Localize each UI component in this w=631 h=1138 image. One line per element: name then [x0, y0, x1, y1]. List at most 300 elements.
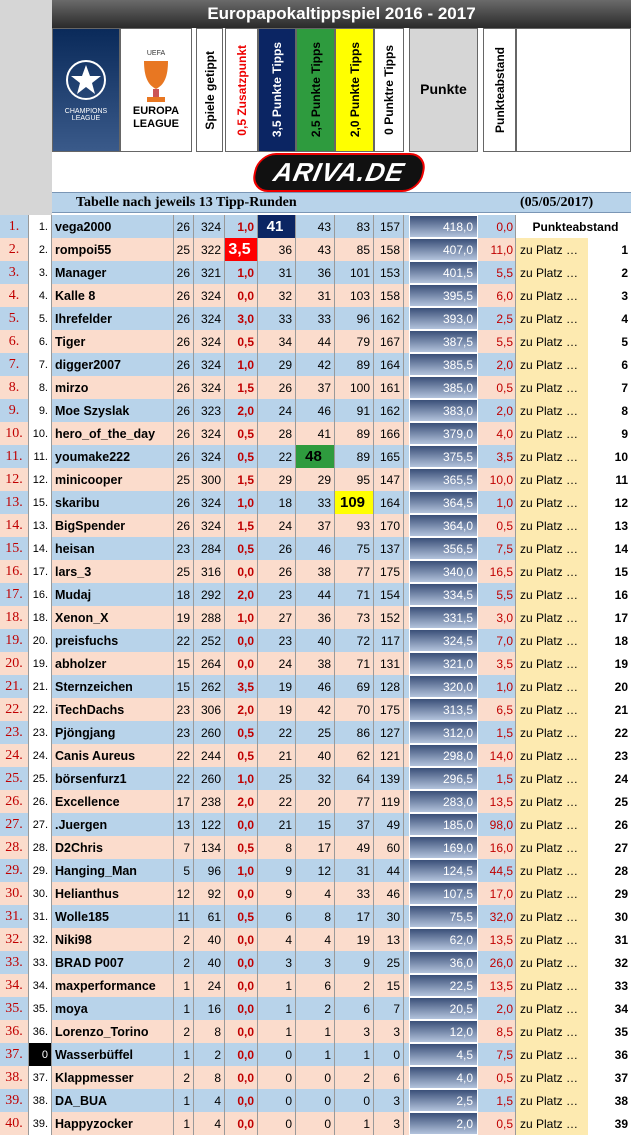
stat-cell: 43	[296, 215, 335, 238]
player-name: Canis Aureus	[52, 744, 174, 767]
points-diff-cell: 13,5	[483, 790, 516, 813]
stat-cell: 26	[174, 514, 194, 537]
player-name: Manager	[52, 261, 174, 284]
player-name: vega2000	[52, 215, 174, 238]
target-place-cell: 5	[588, 330, 631, 353]
points-cell: 312,0	[409, 721, 478, 744]
target-place-cell: 16	[588, 583, 631, 606]
target-place-cell: 39	[588, 1112, 631, 1135]
uefa-text: UEFA	[146, 50, 166, 58]
points-cell: 387,5	[409, 330, 478, 353]
target-place-cell: 6	[588, 353, 631, 376]
stat-cell: 73	[335, 606, 374, 629]
subheader-date: (05/05/2017)	[520, 195, 594, 210]
stat-cell: 32	[258, 284, 296, 307]
points-diff-cell: 11,0	[483, 238, 516, 261]
points-cell: 4,5	[409, 1043, 478, 1066]
stat-cell: 128	[374, 675, 404, 698]
stat-cell: 9	[258, 859, 296, 882]
stat-cell: 0,5	[225, 721, 258, 744]
points-diff-cell: 1,0	[483, 491, 516, 514]
stat-cell: 86	[335, 721, 374, 744]
stat-cell: 1,0	[225, 606, 258, 629]
previous-rank-cell: 23.	[29, 721, 52, 744]
player-name: BigSpender	[52, 514, 174, 537]
stat-cell: 153	[374, 261, 404, 284]
stat-cell: 284	[194, 537, 225, 560]
previous-rank-cell: 29.	[29, 859, 52, 882]
player-name: .Juergen	[52, 813, 174, 836]
stat-cell: 46	[374, 882, 404, 905]
stat-cell: 26	[174, 353, 194, 376]
stat-cell: 34	[258, 330, 296, 353]
rank-cell: 22.	[0, 698, 29, 721]
stat-cell: 324	[194, 307, 225, 330]
stat-cell: 71	[335, 652, 374, 675]
points-cell: 62,0	[409, 928, 478, 951]
table-row	[0, 698, 631, 721]
stat-cell: 60	[374, 836, 404, 859]
table-row	[0, 1112, 631, 1135]
stat-cell: 31	[258, 261, 296, 284]
stat-cell: 0,0	[225, 1043, 258, 1066]
stat-cell: 4	[296, 928, 335, 951]
previous-rank-cell: 33.	[29, 951, 52, 974]
player-name: Lorenzo_Torino	[52, 1020, 174, 1043]
target-place-cell: 28	[588, 859, 631, 882]
table-row	[0, 261, 631, 284]
points-cell: 298,0	[409, 744, 478, 767]
zu-platz-label: zu Platz …	[516, 422, 588, 445]
target-place-cell: 22	[588, 721, 631, 744]
points-diff-cell: 6,5	[483, 698, 516, 721]
points-diff-cell: 17,0	[483, 882, 516, 905]
rank-cell: 6.	[0, 330, 29, 353]
zu-platz-label: zu Platz …	[516, 537, 588, 560]
stat-cell: 321	[194, 261, 225, 284]
stat-cell: 96	[335, 307, 374, 330]
points-cell: 385,5	[409, 353, 478, 376]
stat-cell: 0	[296, 1112, 335, 1135]
stat-cell: 49	[374, 813, 404, 836]
points-diff-cell: 4,0	[483, 422, 516, 445]
stat-cell: 0,0	[225, 951, 258, 974]
rank-cell: 34.	[0, 974, 29, 997]
stat-cell: 0,0	[225, 560, 258, 583]
zu-platz-label: zu Platz …	[516, 514, 588, 537]
rank-cell: 24.	[0, 744, 29, 767]
table-row	[0, 491, 631, 514]
stat-cell: 26	[174, 330, 194, 353]
previous-rank-cell: 22.	[29, 698, 52, 721]
col-punkte-header: Punkte	[409, 28, 478, 152]
stat-cell: 324	[194, 445, 225, 468]
rank-cell: 30.	[0, 882, 29, 905]
points-diff-cell: 26,0	[483, 951, 516, 974]
stat-cell: 0,0	[225, 882, 258, 905]
stat-cell: 157	[374, 215, 404, 238]
stat-cell: 92	[194, 882, 225, 905]
stat-cell: 30	[374, 905, 404, 928]
stat-cell: 62	[335, 744, 374, 767]
header-blank	[516, 28, 631, 152]
target-place-cell: 12	[588, 491, 631, 514]
stat-cell: 33	[296, 307, 335, 330]
player-name: mirzo	[52, 376, 174, 399]
rank-cell: 2.	[0, 238, 29, 261]
stat-cell: 25	[174, 468, 194, 491]
stat-cell: 36	[296, 261, 335, 284]
stat-cell: 95	[335, 468, 374, 491]
stat-cell: 2	[174, 928, 194, 951]
stat-cell: 137	[374, 537, 404, 560]
target-place-cell: 32	[588, 951, 631, 974]
points-cell: 340,0	[409, 560, 478, 583]
player-name: digger2007	[52, 353, 174, 376]
points-diff-cell: 1,5	[483, 767, 516, 790]
stat-cell: 2	[335, 1066, 374, 1089]
stat-cell: 20	[296, 790, 335, 813]
stat-cell: 162	[374, 307, 404, 330]
rank-cell: 40.	[0, 1112, 29, 1135]
stat-cell: 24	[258, 514, 296, 537]
previous-rank-cell: 8.	[29, 376, 52, 399]
stat-cell: 1	[174, 974, 194, 997]
stat-cell: 9	[335, 951, 374, 974]
stat-cell: 13	[174, 813, 194, 836]
target-place-cell: 20	[588, 675, 631, 698]
stat-cell: 44	[374, 859, 404, 882]
points-diff-cell: 0,5	[483, 1066, 516, 1089]
points-diff-cell: 14,0	[483, 744, 516, 767]
table-row	[0, 905, 631, 928]
col-35-header: 3,5 Punkte Tipps	[258, 28, 296, 152]
rank-cell: 10.	[0, 422, 29, 445]
table-row	[0, 284, 631, 307]
stat-cell: 1,0	[225, 767, 258, 790]
zu-platz-label: zu Platz …	[516, 376, 588, 399]
stat-cell: 26	[174, 399, 194, 422]
stat-cell: 161	[374, 376, 404, 399]
stat-cell: 77	[335, 790, 374, 813]
points-cell: 2,5	[409, 1089, 478, 1112]
points-cell: 185,0	[409, 813, 478, 836]
rank-cell: 16.	[0, 560, 29, 583]
stat-cell: 11	[174, 905, 194, 928]
stat-cell: 22	[258, 790, 296, 813]
stat-cell: 40	[194, 951, 225, 974]
points-cell: 379,0	[409, 422, 478, 445]
stat-cell: 1	[174, 997, 194, 1020]
player-name: Sternzeichen	[52, 675, 174, 698]
stat-cell: 1	[258, 1020, 296, 1043]
points-cell: 283,0	[409, 790, 478, 813]
stat-cell: 8	[258, 836, 296, 859]
stat-cell: 260	[194, 767, 225, 790]
points-cell: 418,0	[409, 215, 478, 238]
sponsor-banner	[196, 152, 482, 192]
points-diff-cell: 2,0	[483, 997, 516, 1020]
points-diff-cell: 2,0	[483, 353, 516, 376]
trophy-icon	[136, 57, 176, 105]
previous-rank-cell: 0	[29, 1043, 52, 1066]
stat-cell: 324	[194, 330, 225, 353]
stat-cell: 15	[174, 652, 194, 675]
stat-cell: 36	[296, 606, 335, 629]
target-place-cell: 30	[588, 905, 631, 928]
target-place-cell: 26	[588, 813, 631, 836]
stat-cell: 85	[335, 238, 374, 261]
stat-cell: 0	[258, 1066, 296, 1089]
stat-cell: 33	[335, 882, 374, 905]
stat-cell: 292	[194, 583, 225, 606]
rank-cell: 19.	[0, 629, 29, 652]
points-diff-cell: 3,0	[483, 606, 516, 629]
target-place-cell: 13	[588, 514, 631, 537]
rank-cell: 29.	[0, 859, 29, 882]
star-ball-icon	[64, 58, 108, 102]
points-diff-cell: 2,5	[483, 307, 516, 330]
table-row	[0, 1020, 631, 1043]
stat-cell: 23	[174, 537, 194, 560]
europa-league-logo	[120, 28, 192, 152]
zu-platz-label: zu Platz …	[516, 836, 588, 859]
stat-cell: 24	[258, 399, 296, 422]
stat-cell: 109	[335, 491, 374, 514]
table-row	[0, 928, 631, 951]
stat-cell: 2,0	[225, 698, 258, 721]
rank-cell: 14.	[0, 514, 29, 537]
stat-cell: 19	[174, 606, 194, 629]
stat-cell: 0	[258, 1089, 296, 1112]
col-abstand-header: Punkteabstand	[483, 28, 516, 152]
stat-cell: 0	[335, 1089, 374, 1112]
stat-cell: 1,0	[225, 859, 258, 882]
stat-cell: 17	[296, 836, 335, 859]
player-name: Wolle185	[52, 905, 174, 928]
player-name: skaribu	[52, 491, 174, 514]
zu-platz-label: zu Platz …	[516, 353, 588, 376]
previous-rank-cell: 10.	[29, 422, 52, 445]
player-name: moya	[52, 997, 174, 1020]
rank-cell: 1.	[0, 215, 29, 238]
stat-cell: 1	[335, 1112, 374, 1135]
previous-rank-cell: 7.	[29, 353, 52, 376]
points-diff-cell: 44,5	[483, 859, 516, 882]
table-row	[0, 399, 631, 422]
stat-cell: 22	[174, 744, 194, 767]
points-cell: 107,5	[409, 882, 478, 905]
zu-platz-label: zu Platz …	[516, 905, 588, 928]
stat-cell: 0,0	[225, 1066, 258, 1089]
stat-cell: 33	[296, 491, 335, 514]
stat-cell: 0	[296, 1066, 335, 1089]
rank-cell: 25.	[0, 767, 29, 790]
target-place-cell: 19	[588, 652, 631, 675]
target-place-cell: 10	[588, 445, 631, 468]
stat-cell: 2,0	[225, 790, 258, 813]
target-place-cell: 9	[588, 422, 631, 445]
target-place-cell: 24	[588, 767, 631, 790]
stat-cell: 324	[194, 491, 225, 514]
stat-cell: 0,0	[225, 284, 258, 307]
table-row	[0, 468, 631, 491]
stat-cell: 324	[194, 215, 225, 238]
points-diff-cell: 1,0	[483, 675, 516, 698]
rank-cell: 8.	[0, 376, 29, 399]
stat-cell: 83	[335, 215, 374, 238]
table-row	[0, 307, 631, 330]
stat-cell: 0,5	[225, 445, 258, 468]
points-cell: 124,5	[409, 859, 478, 882]
stat-cell: 2	[194, 1043, 225, 1066]
stat-cell: 27	[258, 606, 296, 629]
stat-cell: 324	[194, 284, 225, 307]
previous-rank-cell: 2.	[29, 238, 52, 261]
stat-cell: 1	[258, 997, 296, 1020]
stat-cell: 61	[194, 905, 225, 928]
stat-cell: 15	[296, 813, 335, 836]
stat-cell: 21	[258, 744, 296, 767]
target-place-cell: 11	[588, 468, 631, 491]
stat-cell: 26	[174, 284, 194, 307]
stat-cell: 3	[374, 1112, 404, 1135]
points-diff-cell: 0,5	[483, 376, 516, 399]
previous-rank-cell: 37.	[29, 1066, 52, 1089]
stat-cell: 26	[174, 215, 194, 238]
zu-platz-label: zu Platz …	[516, 307, 588, 330]
stat-cell: 6	[296, 974, 335, 997]
player-name: Kalle 8	[52, 284, 174, 307]
player-name: Hanging_Man	[52, 859, 174, 882]
stat-cell: 1,0	[225, 491, 258, 514]
target-place-cell: 2	[588, 261, 631, 284]
stat-cell: 0,0	[225, 1112, 258, 1135]
target-place-cell: 37	[588, 1066, 631, 1089]
champions-league-text: CHAMPIONS LEAGUE	[64, 108, 108, 122]
stat-cell: 19	[258, 675, 296, 698]
stat-cell: 15	[174, 675, 194, 698]
stat-cell: 41	[296, 422, 335, 445]
stat-cell: 38	[296, 560, 335, 583]
rank-cell: 11.	[0, 445, 29, 468]
rank-cell: 36.	[0, 1020, 29, 1043]
zu-platz-label: zu Platz …	[516, 675, 588, 698]
stat-cell: 1,0	[225, 353, 258, 376]
points-cell: 365,5	[409, 468, 478, 491]
col-20-header: 2,0 Punkte Tipps	[335, 28, 374, 152]
table-row	[0, 836, 631, 859]
stat-cell: 18	[258, 491, 296, 514]
stat-cell: 22	[258, 721, 296, 744]
rank-cell: 12.	[0, 468, 29, 491]
stat-cell: 1	[296, 1020, 335, 1043]
stat-cell: 0,5	[225, 905, 258, 928]
stat-cell: 37	[296, 376, 335, 399]
points-diff-cell: 13,5	[483, 974, 516, 997]
points-cell: 383,0	[409, 399, 478, 422]
zu-platz-label: zu Platz …	[516, 261, 588, 284]
table-row	[0, 353, 631, 376]
zu-platz-label: zu Platz …	[516, 698, 588, 721]
player-name: Ihrefelder	[52, 307, 174, 330]
stat-cell: 101	[335, 261, 374, 284]
points-diff-cell: 13,5	[483, 928, 516, 951]
table-row	[0, 330, 631, 353]
rank-cell: 18.	[0, 606, 29, 629]
stat-cell: 8	[194, 1020, 225, 1043]
target-place-cell: 7	[588, 376, 631, 399]
stat-cell: 93	[335, 514, 374, 537]
stat-cell: 3,5	[225, 238, 258, 261]
stat-cell: 167	[374, 330, 404, 353]
player-name: Wasserbüffel	[52, 1043, 174, 1066]
stat-cell: 25	[374, 951, 404, 974]
zu-platz-label: zu Platz …	[516, 652, 588, 675]
stat-cell: 119	[374, 790, 404, 813]
previous-rank-cell: 31.	[29, 905, 52, 928]
table-row	[0, 997, 631, 1020]
player-name: hero_of_the_day	[52, 422, 174, 445]
stat-cell: 2	[335, 974, 374, 997]
stat-cell: 64	[335, 767, 374, 790]
stat-cell: 260	[194, 721, 225, 744]
stat-cell: 18	[174, 583, 194, 606]
table-row	[0, 675, 631, 698]
table-row	[0, 445, 631, 468]
table-row	[0, 238, 631, 261]
zu-platz-label: zu Platz …	[516, 238, 588, 261]
stat-cell: 26	[258, 537, 296, 560]
zu-platz-label: zu Platz …	[516, 951, 588, 974]
stat-cell: 96	[194, 859, 225, 882]
stat-cell: 1	[174, 1089, 194, 1112]
table-row	[0, 514, 631, 537]
points-diff-cell: 10,0	[483, 468, 516, 491]
points-diff-cell: 32,0	[483, 905, 516, 928]
stat-cell: 0,0	[225, 997, 258, 1020]
target-place-cell: 34	[588, 997, 631, 1020]
stat-cell: 46	[296, 399, 335, 422]
points-diff-cell: 16,5	[483, 560, 516, 583]
rank-cell: 26.	[0, 790, 29, 813]
stat-cell: 244	[194, 744, 225, 767]
stat-cell: 7	[174, 836, 194, 859]
previous-rank-cell: 11.	[29, 445, 52, 468]
previous-rank-cell: 21.	[29, 675, 52, 698]
stat-cell: 38	[296, 652, 335, 675]
target-place-cell: 4	[588, 307, 631, 330]
previous-rank-cell: 9.	[29, 399, 52, 422]
stat-cell: 324	[194, 514, 225, 537]
stat-cell: 26	[174, 376, 194, 399]
zu-platz-label: zu Platz …	[516, 629, 588, 652]
previous-rank-cell: 32.	[29, 928, 52, 951]
target-place-cell: 29	[588, 882, 631, 905]
sponsor-logo	[250, 153, 429, 192]
player-name: Mudaj	[52, 583, 174, 606]
stat-cell: 29	[296, 468, 335, 491]
stat-cell: 122	[194, 813, 225, 836]
stat-cell: 26	[174, 491, 194, 514]
stat-cell: 158	[374, 284, 404, 307]
zu-platz-label: zu Platz …	[516, 284, 588, 307]
target-place-cell: 27	[588, 836, 631, 859]
stat-cell: 0,0	[225, 1089, 258, 1112]
points-diff-cell: 3,5	[483, 652, 516, 675]
previous-rank-cell: 13.	[29, 514, 52, 537]
rank-cell: 5.	[0, 307, 29, 330]
